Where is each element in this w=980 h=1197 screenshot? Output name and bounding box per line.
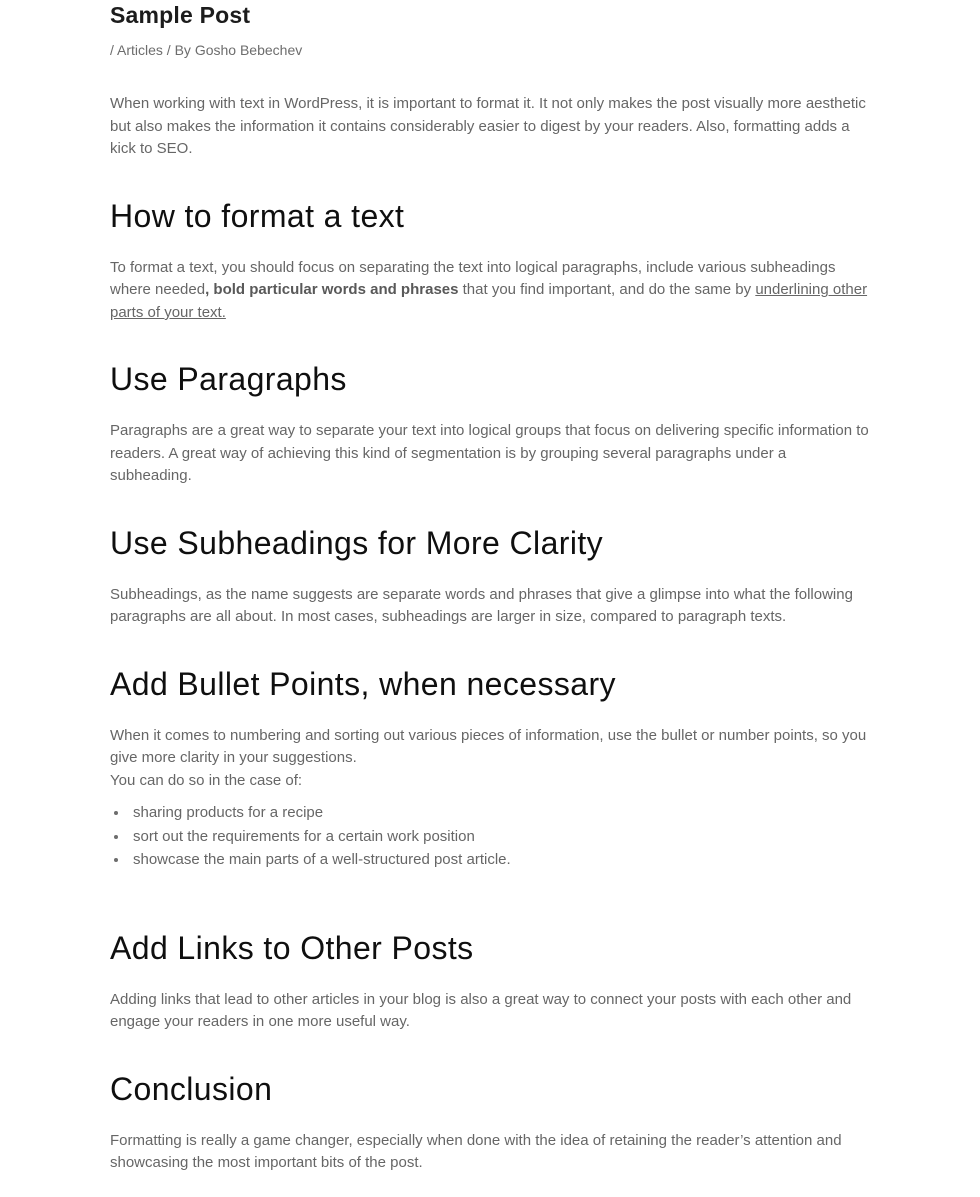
- bullet-list: [110, 801, 872, 872]
- heading-add-links: Add Links to Other Posts: [110, 929, 474, 966]
- breadcrumb-author-link[interactable]: Gosho Bebechev: [194, 41, 303, 58]
- post-content: [110, 93, 872, 1175]
- heading-use-subheadings: Use Subheadings for More Clarity: [110, 524, 604, 561]
- bullet-points-lead-in: You can do so in the case of:: [110, 771, 303, 789]
- conclusion-body: Formatting is really a game changer, especially when done with the idea of retaining the reader’s attention and showcasing the most important bits of the post.: [110, 1131, 842, 1172]
- breadcrumb-separator: /: [110, 41, 118, 58]
- heading-add-bullet-points: Add Bullet Points, when necessary: [110, 665, 616, 702]
- format-demo-text-1: To format a text, you should focus on separating the text into logical paragraphs, include various subheadings where needed: [110, 258, 836, 299]
- add-links-body: Adding links that lead to other articles in your blog is also a great way to connect your posts with each other and engage your readers in one more useful way.: [110, 990, 852, 1031]
- breadcrumb: [110, 41, 872, 61]
- breadcrumb-category-link[interactable]: Articles: [117, 41, 163, 58]
- list-item: • sort out the requirements for a certain work position: [129, 825, 872, 849]
- format-demo-paragraph: [110, 257, 872, 325]
- content-column: [110, 0, 872, 1175]
- heading-use-paragraphs: Use Paragraphs: [110, 361, 347, 398]
- list-item: • sharing products for a recipe: [129, 801, 872, 825]
- heading-how-to-format-a-text: How to format a text: [110, 197, 405, 234]
- use-subheadings-body: Subheadings, as the name suggests are separate words and phrases that give a glimpse into what the following paragraphs are all about. In most cases, subheadings are larger in size, compared to paragraph texts.: [110, 585, 853, 626]
- heading-conclusion: Conclusion: [110, 1070, 273, 1107]
- bullet-points-body: When it comes to numbering and sorting out various pieces of information, use the bullet or number points, so you give more clarity in your suggestions.: [110, 726, 867, 767]
- page-title: Sample Post: [110, 2, 251, 28]
- underlined-text-link[interactable]: underlining other parts of your text.: [110, 281, 868, 321]
- format-demo-text-2: that you find important, and do the same by: [458, 281, 756, 299]
- list-item: • showcase the main parts of a well-structured post article.: [129, 848, 872, 872]
- format-demo-bold-text: , bold particular words and phrases: [205, 281, 459, 299]
- intro-paragraph: When working with text in WordPress, it is important to format it. It not only makes the post visually more aesthetic but also makes the information it contains considerably easier to digest by your readers. Also, formatting adds a kick to SEO.: [110, 95, 866, 158]
- breadcrumb-author-prefix: / By: [162, 41, 195, 58]
- use-paragraphs-body: Paragraphs are a great way to separate your text into logical groups that focus on delivering specific information to readers. A great way of achieving this kind of segmentation is by grouping several paragraphs under a subheading.: [110, 422, 869, 485]
